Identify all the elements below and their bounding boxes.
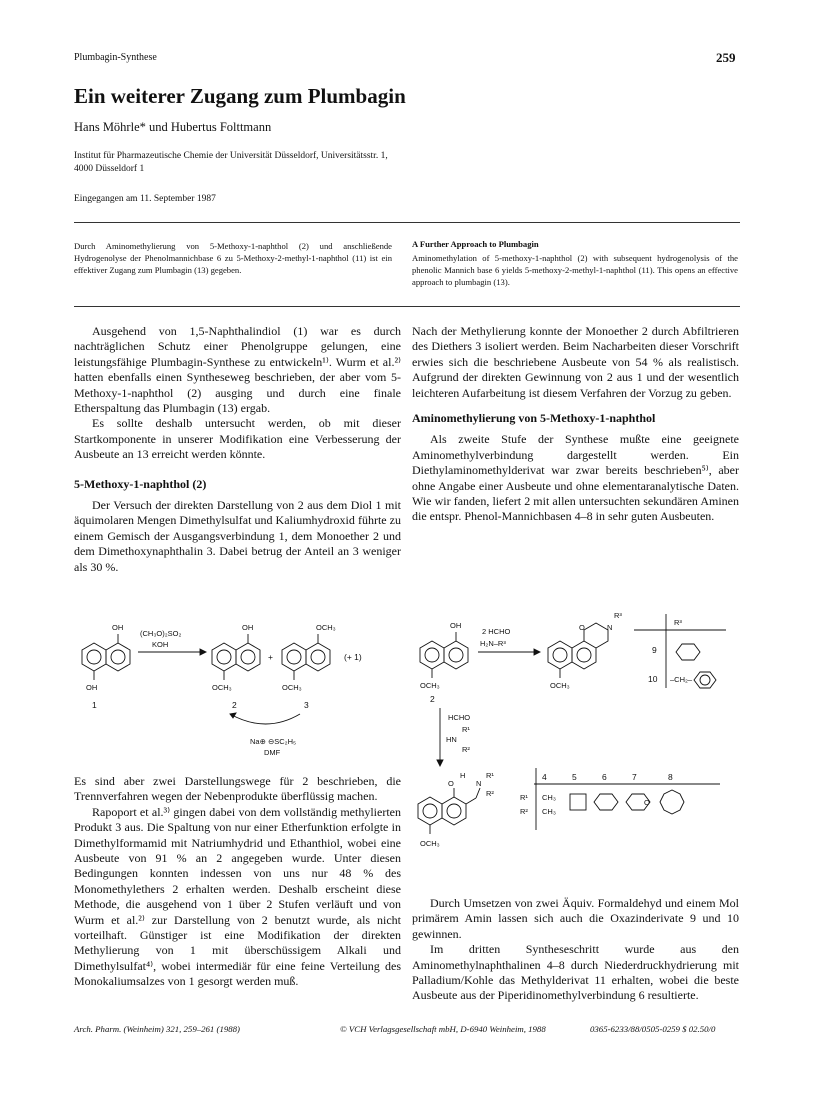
ch3-label: CH₃ bbox=[542, 793, 556, 802]
reagent-primary-amine: H₂N–R³ bbox=[480, 639, 506, 648]
paragraph: Als zweite Stufe der Synthese mußte eine geeignete Aminomethylverbindung dargestellt werden. Ein Diethylaminomethylderivat war zwar bereits beschrieben⁵⁾, aber ohne Angabe einer Ausbeute und ohne elementaranalytische Daten. Wie wir fanden, liefert 2 mit allen untersuchten sekundären Aminen die entspr. Phenol-Mannichbasen 4–8 in sehr guten Ausbeuten. bbox=[412, 432, 739, 524]
reagent-sodium-ethanethiolate: Na⊕ ⊖SC₂H₅ bbox=[250, 737, 297, 746]
och3-label: OCH₃ bbox=[212, 683, 232, 692]
running-head: Plumbagin-Synthese bbox=[74, 52, 157, 63]
r2-label: R² bbox=[486, 789, 494, 798]
abstract-english-text: Aminomethylation of 5-methoxy-1-naphthol (2) with subsequent hydrogenolysis of the phenolic Mannich base 6 yields 5-methoxy-2-methyl-1-naphthol (11). This opens an effective approach to plumbagin (13). bbox=[412, 253, 738, 287]
och3-label: OCH₃ bbox=[420, 681, 440, 690]
amine-hn: HN bbox=[446, 735, 457, 744]
hydrogen-label: H bbox=[460, 771, 466, 780]
section-heading: Aminomethylierung von 5-Methoxy-1-naphthol bbox=[412, 411, 656, 426]
compound-label-3: 3 bbox=[304, 700, 309, 710]
top-rule bbox=[74, 222, 740, 223]
table-col-4: 4 bbox=[542, 772, 547, 782]
oh-label: OH bbox=[450, 621, 462, 630]
compound-label-2: 2 bbox=[232, 700, 237, 710]
paragraph: Es sollte deshalb untersucht werden, ob mit dieser Startkomponente in unserer Modifikation eine Verbesserung der Ausbeute an 13 erreicht werden könnte. bbox=[74, 416, 401, 462]
column-left-top bbox=[74, 324, 401, 575]
paragraph: Es sind aber zwei Darstellungswege für 2 beschrieben, die Trennverfahren wegen der Nebenprodukte überflüssig machen. bbox=[74, 774, 401, 804]
table-col-6: 6 bbox=[602, 772, 607, 782]
nitrogen-label: N bbox=[607, 623, 613, 632]
paragraph: Durch Umsetzen von zwei Äquiv. Formaldehyd und einem Mol primärem Amin lassen sich auch die Oxazinderivate 9 und 10 gewinnen. bbox=[412, 896, 739, 941]
morpholine-oxygen: O bbox=[644, 798, 650, 807]
och3-label: OCH₃ bbox=[550, 681, 570, 690]
oxazine-structure bbox=[548, 623, 608, 678]
table-col-5: 5 bbox=[572, 772, 577, 782]
affiliation: Institut für Pharmazeutische Chemie der Universität Düsseldorf, Universitätsstr. 1, 4000 Düsseldorf 1 bbox=[74, 151, 388, 174]
footer-publisher: © VCH Verlagsgesellschaft mbH, D-6940 Weinheim, 1988 bbox=[340, 1024, 546, 1034]
r1-row-label: R¹ bbox=[520, 793, 528, 802]
compound-label-1: 1 bbox=[92, 700, 97, 710]
paragraph: Ausgehend von 1,5-Naphthalindiol (1) war es durch nachträglichen Schutz einer Phenolgruppe gelungen, eine leistungsfähige Plumbagin-Synthese zu entwickeln¹⁾. Wurm et al.²⁾ hatten ebenfalls einen Syntheseweg beschrieben, der aber vom 5-Methoxy-1-naphthol (2) ausging und durch eine finale Etherspaltung das Plumbagin (13) ergab. bbox=[74, 324, 401, 416]
methoxynaphthol-structure bbox=[420, 632, 468, 678]
scheme-aminomethylation bbox=[408, 608, 748, 858]
reagent-formaldehyde: HCHO bbox=[448, 713, 471, 722]
azocane-icon bbox=[660, 790, 684, 814]
table-row-10: 10 bbox=[648, 674, 658, 684]
table-col-7: 7 bbox=[632, 772, 637, 782]
column-right-top bbox=[412, 324, 739, 525]
page-number: 259 bbox=[716, 50, 736, 65]
compound-label-2: 2 bbox=[430, 694, 435, 704]
piperidine-icon bbox=[594, 794, 618, 810]
article-title: Ein weiterer Zugang zum Plumbagin bbox=[74, 84, 406, 108]
oh-label: OH bbox=[86, 683, 98, 692]
column-right-bottom bbox=[412, 896, 739, 1004]
column-left-bottom bbox=[74, 774, 401, 990]
abstract-rule bbox=[74, 306, 740, 307]
scheme-methylation bbox=[60, 610, 400, 760]
reagent-koh: KOH bbox=[152, 640, 169, 649]
footer-journal: Arch. Pharm. (Weinheim) 321, 259–261 (1988) bbox=[74, 1024, 240, 1034]
paragraph: Rapoport et al.³⁾ gingen dabei von dem vollständig methylierten Produkt 3 aus. Die Spaltung von nur einer Etherfunktion erfolgte in Dimethylformamid mit Natriumhydrid und Ethanthiol, wobei eine Ausbeute von 91 % an 2 angegeben wurde. Unter diesen Bedingungen konnten indessen von uns nur 48 % des Monomethylethers 2 erhalten werden. Deshalb erscheint diese Methode, die ausgehend von 1 über 2 Stufen verläuft und von Wurm et al.²⁾ zur Darstellung von 2 benutzt wurde, als nicht vorteilhaft. Günstiger ist eine Modifikation der direkten Methylierung von 1 mit überschüssigem Alkali und Dimethylsulfat⁴⁾, wobei intermediär für eine feine Verteilung des Monokaliumsalzes von 1 gesorgt werden muß. bbox=[74, 804, 401, 989]
methoxynaphthol-structure bbox=[212, 634, 260, 680]
benzyl-group: –CH₂– bbox=[670, 675, 693, 684]
och3-label: OCH₃ bbox=[316, 623, 336, 632]
cyclohexyl-icon bbox=[676, 644, 700, 660]
mannich-base-structure bbox=[418, 788, 480, 834]
naphthalene-diol-structure bbox=[82, 634, 130, 680]
plus-one: (+ 1) bbox=[344, 652, 362, 662]
abstract-english-title: A Further Approach to Plumbagin bbox=[412, 239, 539, 249]
amine-r1: R¹ bbox=[462, 725, 470, 734]
phenyl-icon bbox=[694, 672, 716, 688]
abstract-english bbox=[412, 238, 738, 288]
r2-row-label: R² bbox=[520, 807, 528, 816]
footer-code: 0365-6233/88/0505-0259 $ 02.50/0 bbox=[590, 1024, 716, 1034]
table-col-8: 8 bbox=[668, 772, 673, 782]
paragraph: Nach der Methylierung konnte der Monoether 2 durch Abfiltrieren des Diethers 3 isoliert werden. Beim Nacharbeiten dieser Vorschrift erwies sich die beschriebene Ausbeute von 54 % als realistisch. Aufgrund der direkten Gewinnung von 2 aus 1 und der wesentlich leichteren Aufarbeitung ist diesem Verfahren der Vorzug zu geben. bbox=[412, 324, 739, 400]
ch3-label: CH₃ bbox=[542, 807, 556, 816]
reagent-formaldehyde: 2 HCHO bbox=[482, 627, 511, 636]
och3-label: OCH₃ bbox=[282, 683, 302, 692]
section-heading: 5-Methoxy-1-naphthol (2) bbox=[74, 476, 207, 491]
authors: Hans Möhrle* und Hubertus Folttmann bbox=[74, 120, 272, 134]
oh-label: OH bbox=[242, 623, 254, 632]
reagent-dmf: DMF bbox=[264, 748, 281, 757]
reagent-dimethylsulfate: (CH₃O)₂SO₂ bbox=[140, 629, 182, 638]
table-header-r3: R³ bbox=[674, 618, 682, 627]
oxygen-label: O bbox=[579, 623, 585, 632]
amine-r2: R² bbox=[462, 745, 470, 754]
r1-label: R¹ bbox=[486, 771, 494, 780]
table-row-9: 9 bbox=[652, 645, 657, 655]
abstract-german: Durch Aminomethylierung von 5-Methoxy-1-naphthol (2) und anschließende Hydrogenolyse der Phenolmannichbase 6 zu 5-Methoxy-2-methyl-1-naphthol (11) ist ein effektiver Zugang zum Plumbagin (13) gegeben. bbox=[74, 241, 392, 275]
r3-label: R³ bbox=[614, 611, 622, 620]
received-date: Eingegangen am 11. September 1987 bbox=[74, 194, 216, 204]
och3-label: OCH₃ bbox=[420, 839, 440, 848]
plus-sign: + bbox=[268, 652, 273, 662]
nitrogen-label: N bbox=[476, 779, 482, 788]
paragraph: Der Versuch der direkten Darstellung von 2 aus dem Diol 1 mit äquimolaren Mengen Dimethylsulfat und Kaliumhydroxid führte zu einem Gemisch der Ausgangsverbindung 1, dem Monoether 2 und dem Dimethoxynaphthalin 3. Dabei betrug der Anteil an 3 weniger als 30 %. bbox=[74, 498, 401, 574]
oxygen-label: O bbox=[448, 779, 454, 788]
dimethoxynaphthalene-structure bbox=[282, 634, 330, 680]
oh-label: OH bbox=[112, 623, 124, 632]
paragraph: Im dritten Syntheseschritt wurde aus den Aminomethylnaphthalinen 4–8 durch Niederdruckhydrierung mit Palladium/Kohle das Methylderivat 11 erhalten, wobei die beste Ausbeute aus der Piperidinomethylverbindung 6 resultierte. bbox=[412, 942, 739, 1003]
pyrrolidine-icon bbox=[570, 794, 586, 810]
